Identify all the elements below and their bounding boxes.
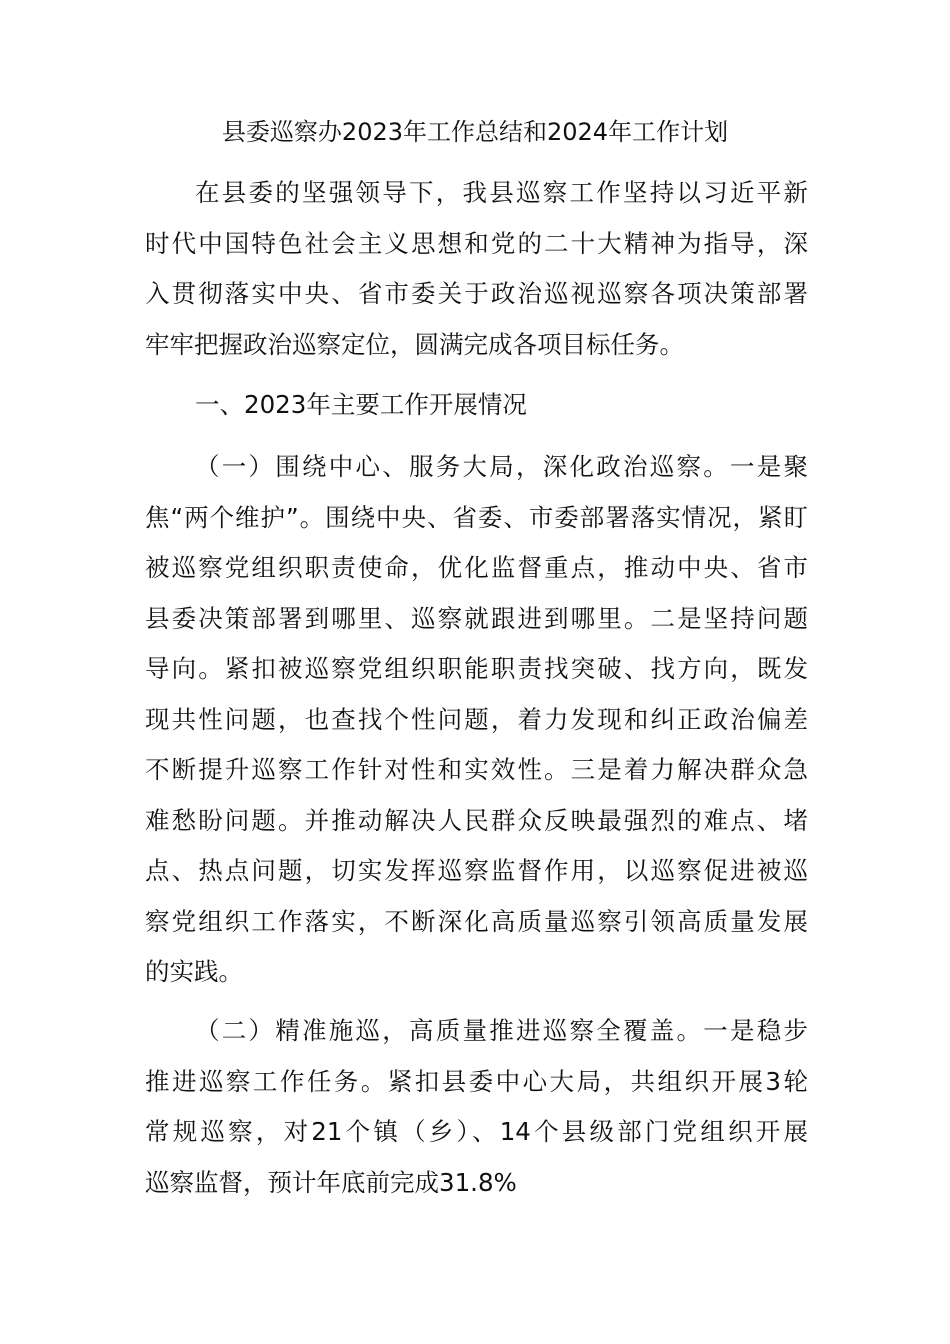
paragraph-line: 被巡察党组织职责使命，优化监督重点，推动中央、省市 bbox=[145, 553, 808, 582]
paragraph-line: 的实践。 bbox=[145, 957, 243, 986]
section-heading: 一、2023年主要工作开展情况 bbox=[195, 390, 527, 419]
paragraph-line: 点、热点问题，切实发挥巡察监督作用，以巡察促进被巡 bbox=[145, 856, 808, 885]
paragraph-one bbox=[145, 442, 808, 998]
intro-line: 在县委的坚强领导下，我县巡察工作坚持以习近平新 bbox=[195, 178, 808, 207]
paragraph-line: 难愁盼问题。并推动解决人民群众反映最强烈的难点、堵 bbox=[145, 805, 808, 835]
document-title: 县委巡察办2023年工作总结和2024年工作计划 bbox=[221, 118, 729, 146]
paragraph-line: 焦“两个维护”。围绕中央、省委、市委部署落实情况，紧盯 bbox=[145, 502, 808, 532]
paragraph-line: 推进巡察工作任务。紧扣县委中心大局，共组织开展3轮 bbox=[145, 1066, 808, 1096]
paragraph-line: （一）围绕中心、服务大局，深化政治巡察。一是聚 bbox=[195, 452, 808, 481]
paragraph-line: 巡察监督，预计年底前完成31.8% bbox=[145, 1167, 517, 1197]
paragraph-line: 县委决策部署到哪里、巡察就跟进到哪里。二是坚持问题 bbox=[145, 603, 808, 633]
paragraph-line: 常规巡察，对21个镇（乡）、14个县级部门党组织开展 bbox=[145, 1117, 808, 1146]
paragraph-line: 察党组织工作落实，不断深化高质量巡察引领高质量发展 bbox=[145, 906, 808, 936]
intro-line: 牢牢把握政治巡察定位，圆满完成各项目标任务。 bbox=[145, 329, 684, 359]
paragraph-line: （二）精准施巡，高质量推进巡察全覆盖。一是稳步 bbox=[195, 1016, 808, 1045]
paragraph-two bbox=[145, 1006, 808, 1208]
intro-paragraph bbox=[145, 168, 808, 370]
intro-line: 入贯彻落实中央、省市委关于政治巡视巡察各项决策部署 bbox=[145, 279, 808, 308]
paragraph-line: 不断提升巡察工作针对性和实效性。三是着力解决群众急 bbox=[145, 755, 808, 784]
paragraph-line: 导向。紧扣被巡察党组织职能职责找突破、找方向，既发 bbox=[145, 654, 808, 683]
intro-line: 时代中国特色社会主义思想和党的二十大精神为指导，深 bbox=[145, 228, 808, 258]
paragraph-line: 现共性问题，也查找个性问题，着力发现和纠正政治偏差 bbox=[145, 704, 808, 734]
